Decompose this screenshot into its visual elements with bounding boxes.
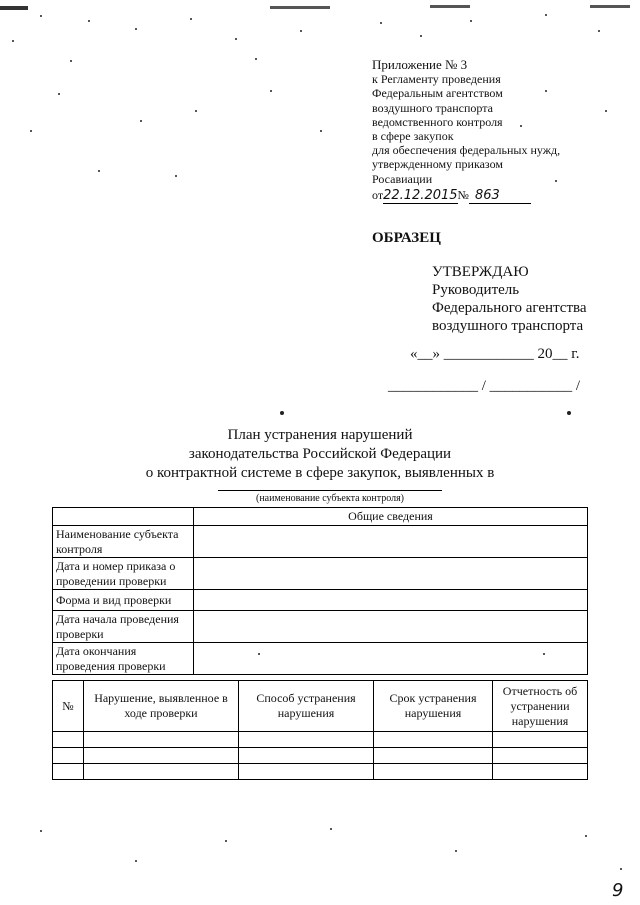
row-label: Дата и номер приказа о проведении проверки — [53, 558, 194, 590]
appendix-line: в сфере закупок — [372, 129, 454, 144]
plan-title — [100, 426, 540, 483]
column-header: Способ устранения нарушения — [239, 681, 374, 732]
appendix-block — [372, 58, 560, 204]
approve-line: Руководитель — [432, 282, 520, 298]
table-row — [53, 611, 588, 643]
column-header: Отчетность об устранении нарушения — [493, 681, 588, 732]
column-header: Нарушение, выявленное в ходе проверки — [84, 681, 239, 732]
approve-block — [432, 263, 587, 335]
appendix-line: к Регламенту проведения — [372, 72, 501, 87]
table-row — [53, 764, 588, 780]
approve-date-line: «__» ____________ 20__ г. — [410, 346, 580, 362]
appendix-line: Федеральным агентством — [372, 86, 503, 101]
appendix-line: утвержденному приказом — [372, 157, 503, 172]
row-label: Дата окончания проведения проверки — [53, 643, 194, 675]
approve-line: Федерального агентства — [432, 300, 587, 316]
row-label: Наименование субъекта контроля — [53, 526, 194, 558]
handwritten-number: 863 — [469, 189, 531, 204]
general-info-table — [52, 507, 588, 675]
appendix-line: Приложение № 3 — [372, 57, 468, 72]
column-header: Срок устранения нарушения — [374, 681, 493, 732]
number-sign: № — [457, 187, 469, 202]
table-row — [53, 643, 588, 675]
column-header: № — [53, 681, 84, 732]
page-number: 9 — [612, 880, 624, 901]
appendix-line: для обеспечения федеральных нужд, — [372, 143, 561, 158]
subject-caption: (наименование субъекта контроля) — [255, 493, 405, 504]
appendix-order-line — [372, 188, 560, 204]
sample-label: ОБРАЗЕЦ — [372, 230, 441, 246]
date-prefix: от — [372, 187, 384, 202]
violations-table — [52, 680, 588, 780]
appendix-line: ведомственного контроля — [372, 114, 503, 129]
table-row — [53, 558, 588, 590]
table-row — [53, 732, 588, 748]
handwritten-date: 22.12.2015 — [383, 187, 458, 203]
approve-title: УТВЕРЖДАЮ — [432, 264, 529, 280]
row-label: Форма и вид проверки — [53, 590, 194, 611]
appendix-line: воздушного транспорта — [372, 100, 493, 115]
appendix-line: Росавиации — [372, 171, 433, 186]
plan-title-line: о контрактной системе в сфере закупок, выявленных в — [145, 465, 495, 481]
table-row — [53, 526, 588, 558]
row-label: Дата начала проведения проверки — [53, 611, 194, 643]
table-row — [53, 748, 588, 764]
signature-line: ____________ / ___________ / — [388, 378, 581, 394]
general-info-header: Общие сведения — [194, 508, 588, 526]
plan-title-line: законодательства Российской Федерации — [188, 446, 452, 462]
approve-line: воздушного транспорта — [432, 318, 584, 334]
plan-title-line: План устранения нарушений — [227, 427, 413, 443]
table-row — [53, 590, 588, 611]
